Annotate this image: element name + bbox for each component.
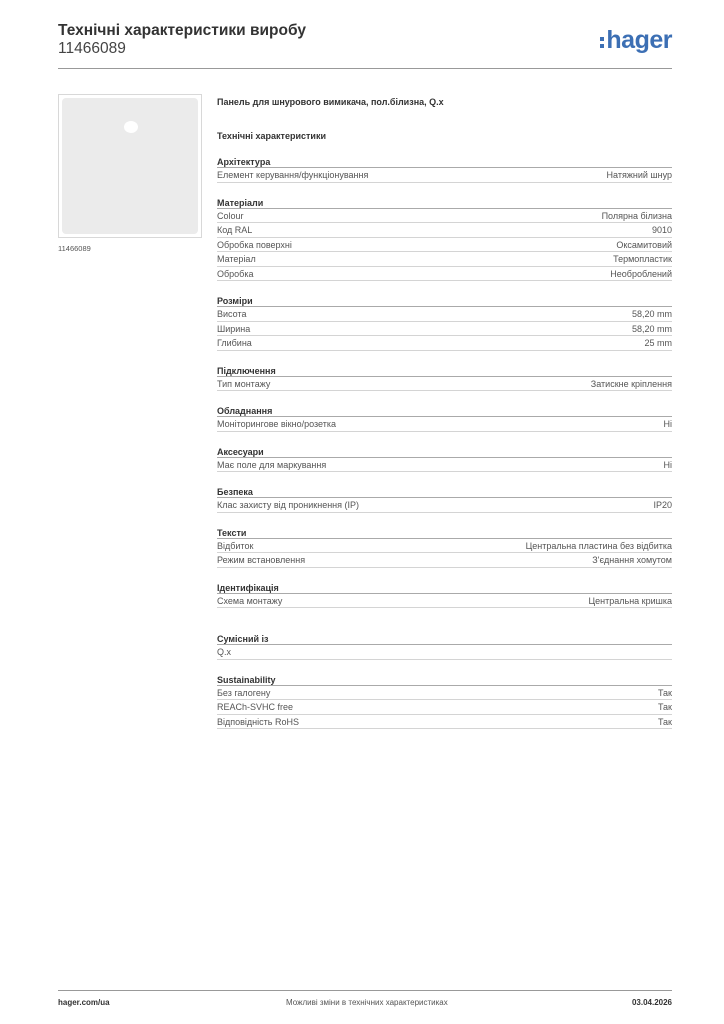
spec-label: Елемент керування/функціонування [217, 170, 369, 180]
cord-hole [124, 121, 138, 133]
spec-value: Центральна кришка [588, 595, 672, 606]
spec-row [217, 645, 672, 660]
document-number: 11466089 [58, 40, 126, 57]
spec-label: Матеріал [217, 254, 256, 264]
spec-label: Схема монтажу [217, 595, 283, 606]
section-title: Розміри [217, 296, 672, 307]
spec-value: Так [657, 716, 672, 727]
spec-label: Тип монтажу [217, 378, 271, 389]
spec-value: Так [657, 687, 672, 698]
spec-row [217, 168, 672, 183]
spec-label: Висота [217, 309, 247, 319]
spec-value: Так [657, 702, 672, 712]
spec-row [217, 715, 672, 730]
product-image-code: 11466089 [58, 244, 91, 253]
spec-row [217, 458, 672, 473]
spec-value: IP20 [653, 500, 672, 510]
spec-row [217, 417, 672, 432]
specs-content [217, 96, 672, 729]
spec-value: Центральна пластина без відбитка [525, 540, 672, 551]
spec-section [217, 296, 672, 351]
spec-value: Ні [663, 459, 672, 470]
spec-label: Ширина [217, 323, 251, 334]
spec-label: Має поле для маркування [217, 459, 327, 470]
footer-website: hager.com/ua [58, 998, 110, 1007]
section-title: Підключення [217, 366, 672, 377]
spec-value: 58,20 mm [631, 323, 672, 334]
spec-row [217, 252, 672, 267]
spec-label: Відбиток [217, 540, 254, 551]
spec-value: 58,20 mm [631, 309, 672, 319]
footer-divider [58, 990, 672, 991]
spec-section [217, 157, 672, 183]
spec-value: 9010 [651, 225, 672, 235]
spec-section [217, 528, 672, 568]
page-header [58, 22, 672, 68]
spec-row [217, 307, 672, 322]
spec-label: Colour [217, 210, 244, 221]
spec-label: Відповідність RoHS [217, 716, 299, 727]
spec-label: Обробка поверхні [217, 239, 292, 250]
spec-value: Необроблений [610, 268, 672, 279]
spec-section [217, 447, 672, 473]
spec-value: Ні [663, 419, 672, 429]
spec-label: REACh-SVHC free [217, 702, 294, 712]
spec-label: Клас захисту від проникнення (IP) [217, 500, 360, 510]
product-image [62, 98, 198, 234]
spec-label: Режим встановлення [217, 555, 306, 565]
hager-logo [600, 26, 672, 54]
spec-row [217, 594, 672, 609]
section-title: Сумісний із [217, 634, 672, 645]
spec-section [217, 198, 672, 282]
spec-value: Оксамитовий [616, 239, 672, 250]
spec-sections [217, 157, 672, 729]
spec-value: З'єднання хомутом [592, 555, 672, 565]
section-title: Sustainability [217, 675, 672, 686]
spec-label: Без галогену [217, 687, 271, 698]
spec-row [217, 498, 672, 513]
spec-section [217, 366, 672, 392]
spec-row [217, 377, 672, 392]
section-title: Ідентифікація [217, 583, 672, 594]
spec-label: Код RAL [217, 225, 253, 235]
spec-section [217, 634, 672, 660]
spec-value: Затискне кріплення [590, 378, 672, 389]
logo-dots-icon [600, 37, 604, 48]
specs-heading: Технічні характеристики [217, 131, 326, 141]
document-title: Технічні характеристики виробу [58, 22, 306, 39]
footer-date: 03.04.2026 [631, 998, 672, 1007]
product-image-frame [58, 94, 202, 238]
spec-value: Полярна білизна [601, 210, 672, 221]
spec-value: 25 mm [644, 338, 672, 348]
spec-section [217, 406, 672, 432]
header-divider [58, 68, 672, 69]
spec-section [217, 675, 672, 730]
section-title: Тексти [217, 528, 672, 539]
section-title: Безпека [217, 487, 672, 498]
spec-label: Q.x [217, 647, 232, 657]
spec-row [217, 539, 672, 554]
section-title: Матеріали [217, 198, 672, 209]
section-title: Аксесуари [217, 447, 672, 458]
spec-row [217, 322, 672, 337]
section-title: Архітектура [217, 157, 672, 168]
spec-value: Термопластик [613, 254, 672, 264]
spec-label: Моніторингове вікно/розетка [217, 419, 336, 429]
spec-row [217, 553, 672, 568]
spec-row [217, 223, 672, 238]
spec-row [217, 336, 672, 351]
spec-section [217, 583, 672, 609]
logo-text: hager [606, 26, 672, 54]
spec-label: Глибина [217, 338, 252, 348]
spec-row [217, 686, 672, 701]
spec-section [217, 487, 672, 513]
section-title: Обладнання [217, 406, 672, 417]
footer-disclaimer: Можливі зміни в технічних характеристиках [286, 998, 448, 1007]
product-name: Панель для шнурового вимикача, пол.білизна, Q.x [217, 97, 444, 107]
spec-value: Натяжний шнур [606, 170, 672, 180]
spec-row [217, 267, 672, 282]
spec-row [217, 700, 672, 715]
spec-row [217, 209, 672, 224]
page-footer [58, 992, 672, 1008]
spec-label: Обробка [217, 268, 254, 279]
spec-row [217, 238, 672, 253]
